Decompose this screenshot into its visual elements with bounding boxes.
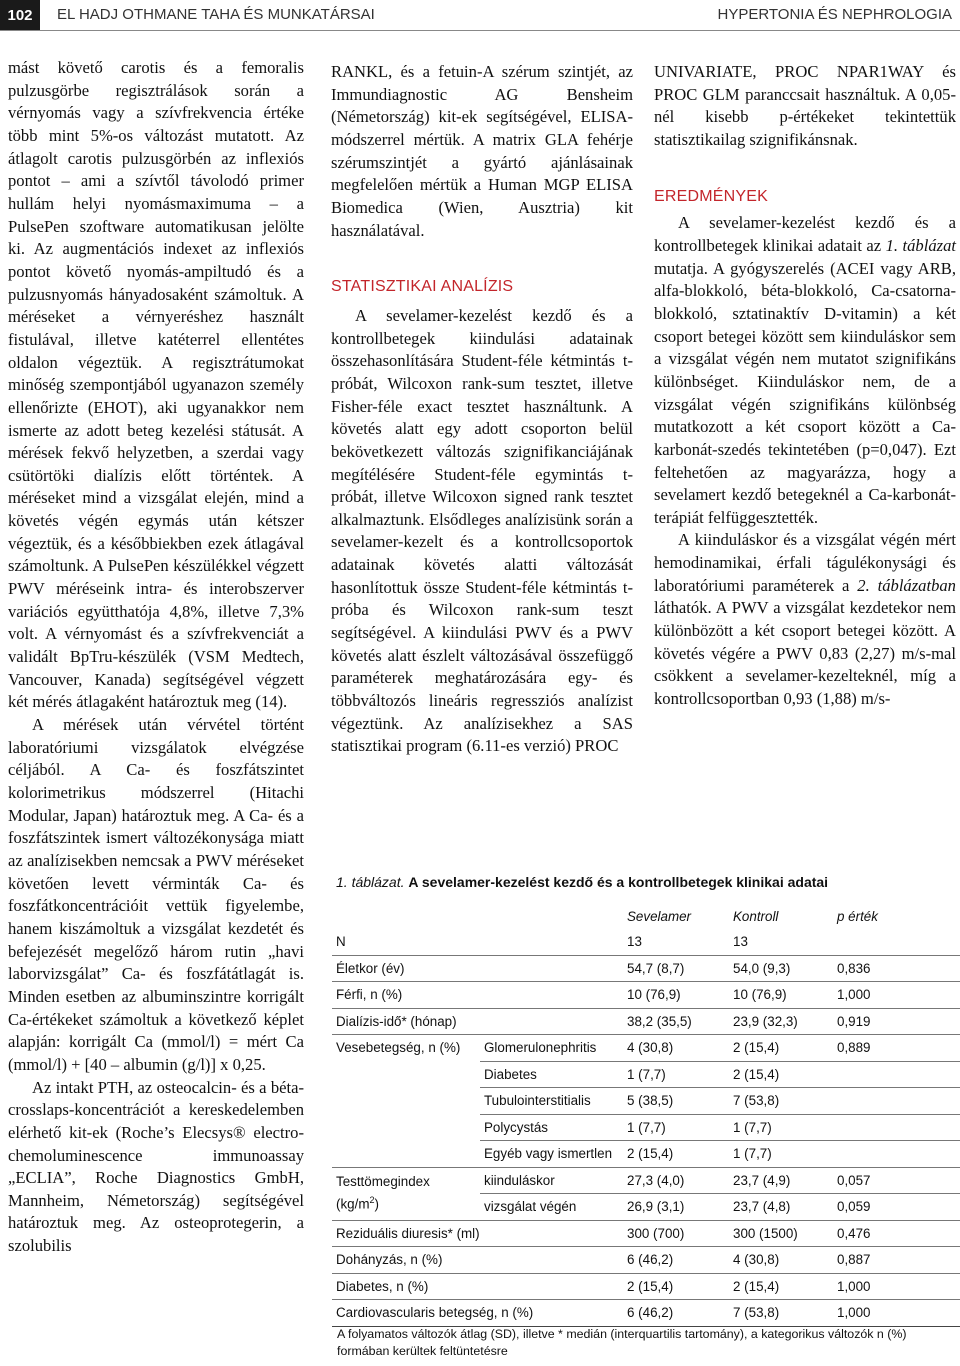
results-paragraph-2 <box>654 529 956 710</box>
column-header: p érték <box>837 908 878 924</box>
cell: 27,3 (4,0) <box>623 1167 729 1194</box>
cell <box>833 929 960 955</box>
cell: 4 (30,8) <box>623 1035 729 1062</box>
cell: 1 (7,7) <box>623 1061 729 1088</box>
table-header-row <box>332 903 960 929</box>
row-sublabel: Diabetes <box>480 1061 623 1088</box>
bmi-unit: ) <box>374 1195 379 1211</box>
cell: 2 (15,4) <box>729 1061 833 1088</box>
cell: 10 (76,9) <box>729 982 833 1009</box>
cell: 2 (15,4) <box>729 1035 833 1062</box>
methods-paragraph-rankl: RANKL, és a fetuin-A szérum szintjét, az Immundiagnostic AG Bensheim (Németország) kit-ek segítségével, ELISA-módszerrel mértük. A matrix GLA fehérje szérumszintjét a gyártó ajánlásainak megfelelően mértük a Human MGP ELISA Biomedica (Wien, Ausztria) kit használatával. <box>331 62 633 240</box>
row-sublabel: vizsgálat végén <box>480 1194 623 1221</box>
statistics-paragraph: A sevelamer-kezelést kezdő és a kontrollbetegek kiindulási adatainak összehasonlítására Student-féle kétmintás t-próbát, Wilcoxon rank-sum tesztet, illetve Fisher-féle exact tesztet használtunk. A követés alatt egy adott csoporton belül bekövetkezett változás szignifikanciájának megítélésére Student-féle egymintás t-próbát, illetve Wilcoxon signed rank tesztet alkalmaztunk. Elsődleges analízisünk során a sevelamer-kezelt és a kontrollcsoportok adatainak követés alatti változását hasonlítottuk össze Student-féle kétmintás t-próba és Wilcoxon rank-sum teszt segítségével. A kiindulási PWV és a PWV követés alatt észlelt változásával összefüggő paraméterek meghatározására egy- és többváltozós lineáris regressziós analízist végeztünk. Az analízisekhez a SAS statisztikai program (6.11-es verzió) PROC <box>331 305 633 756</box>
cell: 0,919 <box>833 1008 960 1035</box>
cell: 38,2 (35,5) <box>623 1008 729 1035</box>
row-group-label <box>332 1167 480 1220</box>
cell: 10 (76,9) <box>623 982 729 1009</box>
bmi-label: Testtömegindex <box>336 1173 430 1189</box>
methods-paragraph-pth: Az intakt PTH, az osteocalcin- és a béta-crosslaps-koncentrációt a kereskedelemben elérhető kit-ek (Roche’s Elecsys® electro-chemoluminescence immunoassay „ECLIA”, Roche Diagnostics GmbH, Mannheim, Németország) segítségével határoztuk meg. Az osteoprotegerin, a szolubilis <box>8 1077 304 1256</box>
page-number: 102 <box>0 0 40 30</box>
table-reference: 1. táblázat <box>885 235 956 255</box>
cell: 1,000 <box>833 1273 960 1300</box>
row-sublabel: Egyéb vagy ismertlen <box>480 1141 623 1168</box>
cell: 0,836 <box>833 955 960 982</box>
methods-paragraph-pwv: mást követő carotis és a femoralis pulzusgörbe regisztrálások során a vérnyomás vagy a szívfrekvencia értéke több mint 5%-os változást mutatott. Az átlagolt carotis pulzusgörbén az inflexiós pontot – ami a szívtől távolodó primer hullám helyi nyomásmaximuma – a PulsePen szoftware automatikusan jelölte ki. Az augmentációs indexet az inflexiós pontot követő nyomás-ampiltudó és a pulzusnyomás hányadosaként számoltuk. A méréseket a vérnyeréshez használt fistulával, illetve katéterrel ellentétes oldalon végeztük. A regisztrátumokat minőség szempontjából ugyanazon személy ellenőrizte (EHOT), aki ugyanakkor nem ismerte az adott beteg kezelési státusát. A mérések fekvő helyzetben, a szerdai vagy csütörtöki dialízis előtt történtek. A méréseket mind a vizsgálat elején, mind a követés végén egymás után kétszer végeztük, és a későbbiekben ezek átlagával számoltunk. A PulsePen készülékkel végzett PWV méréseink intra- és interobszerver variációs együtthatója 4,8%, illetve 7,3% volt. A vérnyomást és a szívfrekvenciát a validált BpTru-készülék (VSM Medtech, Vancouver, Kanada) segítségével végzett két mérés átlagaként határoztuk meg (14). <box>8 58 304 712</box>
row-sublabel: Glomerulonephritis <box>480 1035 623 1062</box>
row-label: Dohányzás, n (%) <box>332 1247 623 1274</box>
cell: 54,0 (9,3) <box>729 955 833 982</box>
column-2 <box>331 61 633 758</box>
column-1 <box>8 57 304 1258</box>
running-header <box>0 0 960 31</box>
table-row <box>332 1035 960 1062</box>
table-row <box>332 982 960 1009</box>
cell: 2 (15,4) <box>729 1273 833 1300</box>
row-label: Férfi, n (%) <box>332 982 623 1009</box>
table-row <box>332 929 960 955</box>
cell: 54,7 (8,7) <box>623 955 729 982</box>
column-header: Kontroll <box>733 908 779 924</box>
cell: 300 (1500) <box>729 1220 833 1247</box>
bmi-unit-exponent: 2 <box>369 1194 375 1205</box>
cell: 2 (15,4) <box>623 1141 729 1168</box>
cell: 13 <box>729 929 833 955</box>
cell: 26,9 (3,1) <box>623 1194 729 1221</box>
cell: 7 (53,8) <box>729 1300 833 1327</box>
table-row <box>332 1008 960 1035</box>
clinical-data-table <box>332 903 960 1327</box>
cell: 1,000 <box>833 982 960 1009</box>
row-label: N <box>332 929 623 955</box>
table-row <box>332 1273 960 1300</box>
table-caption <box>336 874 828 890</box>
table-row <box>332 1167 960 1194</box>
statistics-paragraph-cont: UNIVARIATE, PROC NPAR1WAY és PROC GLM paranccsait használtuk. A 0,05-nél kisebb p-értékeket tekintettük statisztikailag szignifikánsnak. <box>654 62 956 149</box>
cell: 23,7 (4,9) <box>729 1167 833 1194</box>
cell: 6 (46,2) <box>623 1300 729 1327</box>
cell: 0,889 <box>833 1035 960 1062</box>
cell: 0,887 <box>833 1247 960 1274</box>
methods-paragraph-lab: A mérések után vérvétel történt laboratóriumi vizsgálatok elvégzése céljából. A Ca- és foszfátszintet kolorimetrikus módszerrel (Hitachi Modular, Japan) határoztuk meg. A Ca- és a foszfátszintek ismert változékonysága miatt az analízisekben nemcsak a PWV méréseket követően levett vérminták Ca- és foszfátkoncentrációit vettük figyelembe, hanem kiszámoltuk a vizsgálat kezdetét és befejezését megelőző három rutin „havi laborvizsgálat” Ca- és foszfátátlagát is. Minden esetben az albuminszintre korrigált Ca-értékeket számoltuk a következő képlet alapján: korrigált Ca (mmol/l) = mért Ca (mmol/l) + [40 – albumin (g/l)] x 0,25. <box>8 715 304 1074</box>
table-title: A sevelamer-kezelést kezdő és a kontrollbetegek klinikai adatai <box>408 874 829 890</box>
cell: 1 (7,7) <box>729 1114 833 1141</box>
cell: 1,000 <box>833 1300 960 1327</box>
results-text: mutatja. A gyógyszerelés (ACEI vagy ARB, alfa-blokkoló, béta-blokkoló, Ca-csatorna-blokkoló, sztatinaktív D-vitamin) a két csoport betegei között sem kiinduláskor sem a vizsgálat végén nem mutatot szignifikáns különbséget. Kiinduláskor nem, de a vizsgálat végén szignifikáns különbség mutatkozott a két csoport között a Ca-karbonát-szedés tekintetében (p=0,047). Ezt feltehetően az magyarázza, hogy a sevelamert kezdő betegeknél a Ca-karbonát-terápiát felfüggesztették. <box>654 258 956 527</box>
cell: 13 <box>623 929 729 955</box>
table-footnote: A folyamatos változók átlag (SD), illetve * medián (interquartilis tartomány), a kategorikus változók n (%) formában kerültek feltüntetésre <box>337 1327 907 1358</box>
row-label: Reziduális diuresis* (ml) <box>332 1220 623 1247</box>
cell: 2 (15,4) <box>623 1273 729 1300</box>
header-authors: EL HADJ OTHMANE TAHA ÉS MUNKATÁRSAI <box>57 6 375 23</box>
bmi-unit: (kg/m <box>336 1195 370 1211</box>
cell <box>833 1141 960 1168</box>
cell <box>833 1114 960 1141</box>
cell: 6 (46,2) <box>623 1247 729 1274</box>
row-label: Életkor (év) <box>332 955 623 982</box>
row-label: Dialízis-idő* (hónap) <box>332 1008 623 1035</box>
cell: 23,7 (4,8) <box>729 1194 833 1221</box>
row-label: Diabetes, n (%) <box>332 1273 623 1300</box>
results-text: A sevelamer-kezelést kezdő és a kontrollbetegek klinikai adatait az <box>654 213 956 255</box>
table-row <box>332 955 960 982</box>
section-heading-statistics: STATISZTIKAI ANALÍZIS <box>331 278 514 296</box>
cell: 4 (30,8) <box>729 1247 833 1274</box>
row-sublabel: Tubulointerstitialis <box>480 1088 623 1115</box>
results-text: láthatók. A PWV a vizsgálat kezdetekor nem különbözött a két csoport betegei között. A követés végére a PWV 0,83 (2,27) m/s-mal csökkent a sevelamer-kezelteknél, míg a kontrollcsoportban 0,93 (1,88) m/s- <box>654 598 956 709</box>
row-group-label: Vesebetegség, n (%) <box>332 1035 480 1168</box>
cell <box>833 1061 960 1088</box>
cell: 0,057 <box>833 1167 960 1194</box>
table-reference: 2. táblázatban <box>857 575 956 595</box>
results-paragraph-1 <box>654 212 956 529</box>
cell: 5 (38,5) <box>623 1088 729 1115</box>
table-label: 1. táblázat. <box>336 874 405 890</box>
column-header: Sevelamer <box>627 908 692 924</box>
cell: 300 (700) <box>623 1220 729 1247</box>
row-label: Cardiovascularis betegség, n (%) <box>332 1300 623 1327</box>
row-sublabel: Polycystás <box>480 1114 623 1141</box>
section-heading-results: EREDMÉNYEK <box>654 187 769 205</box>
results-text: A kiinduláskor és a vizsgálat végén mért hemodinamikai, érfali tágulékonysági és laboratóriumi paraméterek a <box>654 530 956 595</box>
cell: 1 (7,7) <box>729 1141 833 1168</box>
header-journal: HYPERTONIA ÉS NEPHROLOGIA <box>717 6 952 23</box>
table-row <box>332 1300 960 1327</box>
table-row <box>332 1220 960 1247</box>
cell: 0,476 <box>833 1220 960 1247</box>
table-row <box>332 1247 960 1274</box>
column-3 <box>654 61 956 711</box>
cell <box>833 1088 960 1115</box>
cell: 0,059 <box>833 1194 960 1221</box>
cell: 23,9 (32,3) <box>729 1008 833 1035</box>
cell: 1 (7,7) <box>623 1114 729 1141</box>
cell: 7 (53,8) <box>729 1088 833 1115</box>
row-sublabel: kiinduláskor <box>480 1167 623 1194</box>
